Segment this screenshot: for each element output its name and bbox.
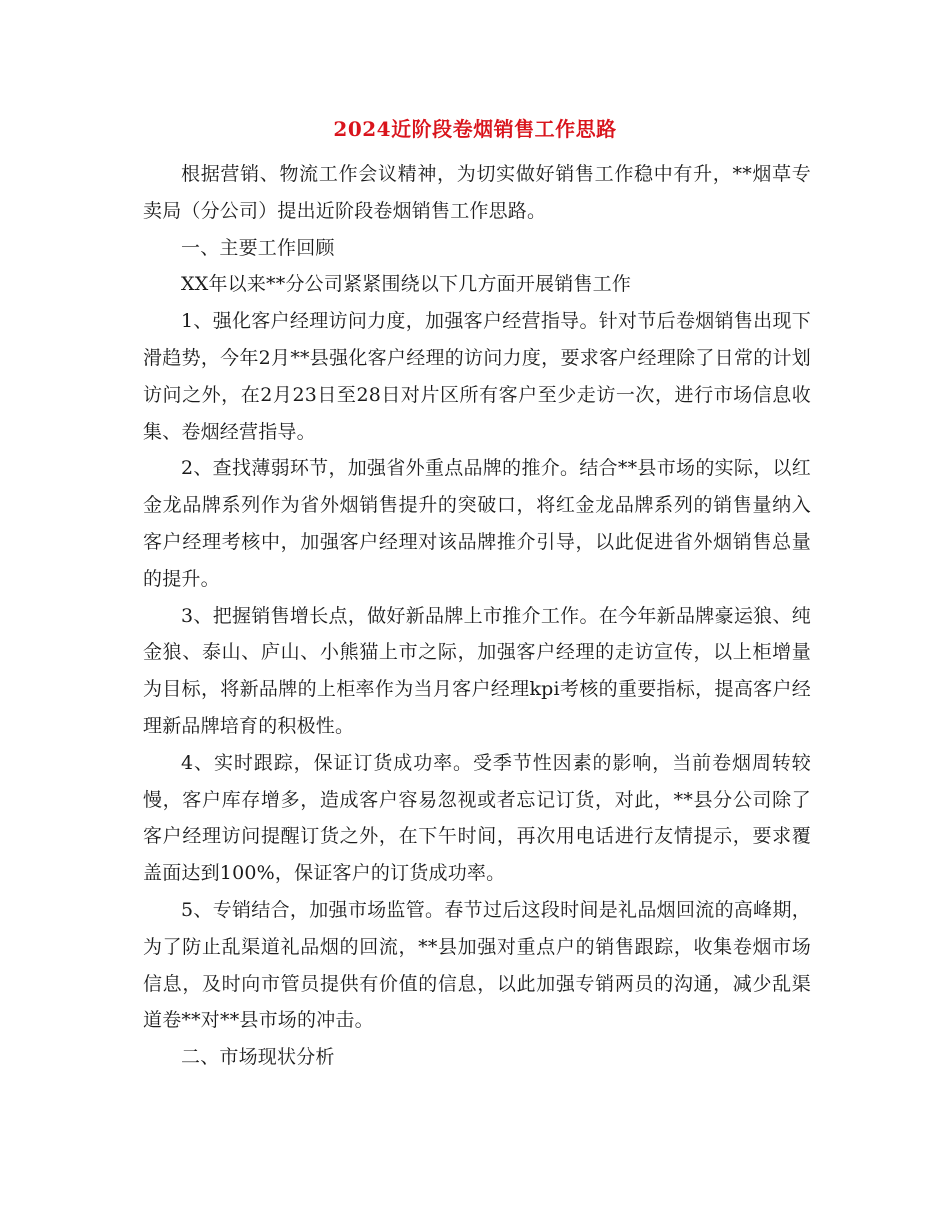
review-item-1: 1、强化客户经理访问力度，加强客户经营指导。针对节后卷烟销售出现下滑趋势，今年2月**县强化客户经理的访问力度，要求客户经理除了日常的计划访问之外，在2月23日至28日对片区所有客户至少走访一次，进行市场信息收集、卷烟经营指导。	[143, 310, 811, 443]
document-title: 2024近阶段卷烟销售工作思路	[333, 117, 617, 141]
review-lead-paragraph: XX年以来**分公司紧紧围绕以下几方面开展销售工作	[181, 273, 632, 296]
review-item-3: 3、把握销售增长点，做好新品牌上市推介工作。在今年新品牌豪运狼、纯金狼、泰山、庐山、小熊猫上市之际，加强客户经理的走访宣传，以上柜增量为目标，将新品牌的上柜率作为当月客户经理kpi考核的重要指标，提高客户经理新品牌培育的积极性。	[143, 604, 811, 737]
section-heading-review: 一、主要工作回顾	[181, 236, 335, 259]
document-body	[143, 156, 811, 1076]
section-heading-market: 二、市场现状分析	[181, 1046, 335, 1069]
review-item-5: 5、专销结合，加强市场监管。春节过后这段时间是礼品烟回流的高峰期，为了防止乱渠道礼品烟的回流，**县加强对重点户的销售跟踪，收集卷烟市场信息，及时向市管员提供有价值的信息，以此加强专销两员的沟通，减少乱渠道卷**对**县市场的冲击。	[143, 898, 811, 1032]
review-item-2: 2、查找薄弱环节，加强省外重点品牌的推介。结合**县市场的实际，以红金龙品牌系列作为省外烟销售提升的突破口，将红金龙品牌系列的销售量纳入客户经理考核中，加强客户经理对该品牌推介引导，以此促进省外烟销售总量的提升。	[143, 457, 811, 590]
intro-paragraph: 根据营销、物流工作会议精神，为切实做好销售工作稳中有升，**烟草专卖局（分公司）提出近阶段卷烟销售工作思路。	[143, 163, 811, 222]
review-item-4: 4、实时跟踪，保证订货成功率。受季节性因素的影响，当前卷烟周转较慢，客户库存增多，造成客户容易忽视或者忘记订货，对此，**县分公司除了客户经理访问提醒订货之外，在下午时间，再次用电话进行友情提示，要求覆盖面达到100%，保证客户的订货成功率。	[143, 751, 811, 885]
